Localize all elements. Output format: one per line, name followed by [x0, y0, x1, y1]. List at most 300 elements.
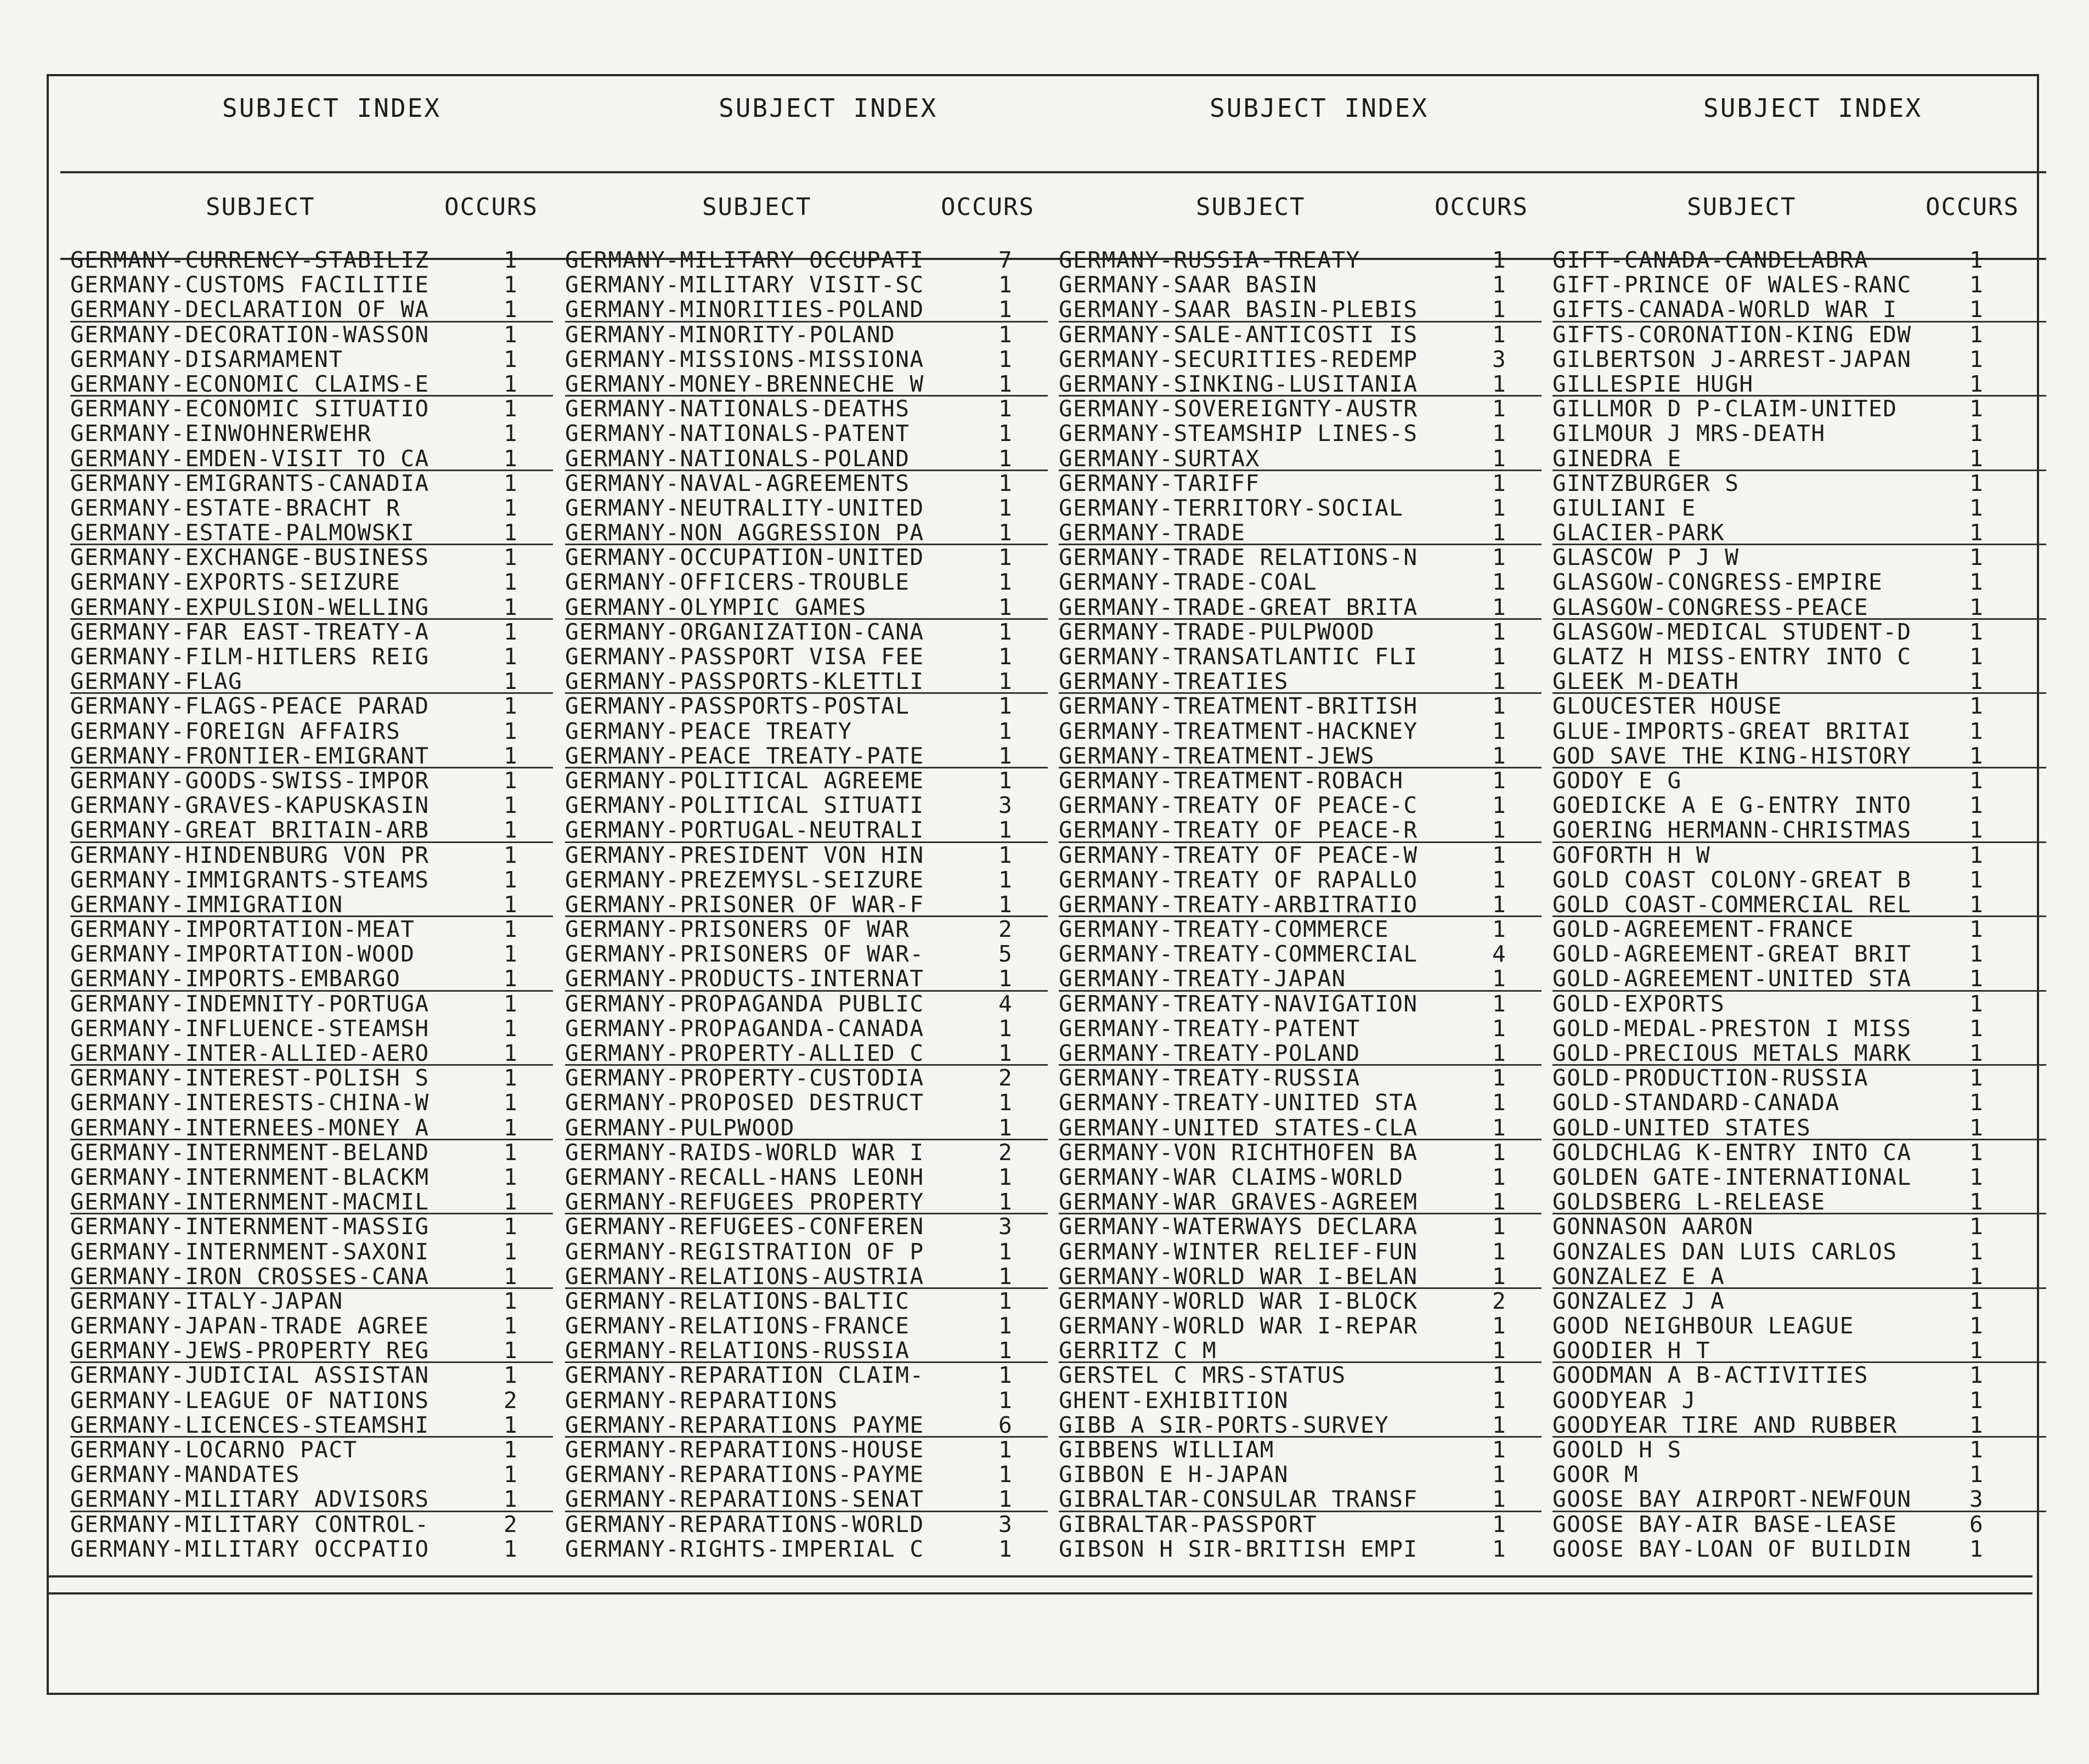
entry-subject: GERMANY-JAPAN-TRADE AGREE	[70, 1313, 430, 1339]
index-entry	[565, 719, 1048, 744]
index-entry	[1059, 1016, 1542, 1041]
entry-subject: GERMANY-INTERNEES-MONEY A	[70, 1114, 430, 1141]
entry-occurs: 1	[1492, 494, 1507, 521]
entry-occurs: 1	[504, 1535, 518, 1562]
entry-subject: GLASCOW P J W	[1552, 544, 1740, 571]
entry-subject: GERMANY-NATIONALS-POLAND	[565, 445, 910, 472]
entry-subject: GERMANY-INTERNMENT-BELAND	[70, 1139, 430, 1166]
entry-subject: GERMANY-TREATY OF PEACE-C	[1059, 792, 1418, 819]
index-entry	[1552, 1066, 2046, 1090]
index-entry	[1552, 1338, 2046, 1363]
entry-subject: GERMANY-EXPORTS-SEIZURE	[70, 569, 401, 596]
entry-occurs: 1	[998, 668, 1013, 695]
index-entry	[70, 570, 553, 595]
entry-subject: GERMANY-OFFICERS-TROUBLE	[565, 569, 910, 596]
index-entry	[1059, 1116, 1542, 1140]
index-entry	[1552, 1512, 2046, 1537]
entry-subject: GOD SAVE THE KING-HISTORY	[1552, 742, 1912, 769]
entry-subject: GERMANY-PREZEMYSL-SEIZURE	[565, 866, 924, 893]
index-entry	[70, 843, 553, 868]
entry-occurs: 1	[1969, 1238, 1984, 1265]
entry-occurs: 1	[1969, 866, 1984, 893]
index-entry	[565, 892, 1048, 917]
index-entry	[1059, 446, 1542, 471]
index-entry	[565, 1388, 1048, 1413]
entry-subject: GINTZBURGER S	[1552, 470, 1740, 496]
entry-occurs: 3	[998, 792, 1013, 819]
index-entry	[70, 644, 553, 669]
entry-subject: GERMANY-PORTUGAL-NEUTRALI	[565, 817, 924, 844]
index-entry	[1059, 942, 1542, 966]
entry-subject: GOLD-AGREEMENT-FRANCE	[1552, 916, 1854, 943]
entry-occurs: 2	[998, 1139, 1013, 1166]
entry-subject: GINEDRA E	[1552, 445, 1682, 472]
index-entry	[1552, 620, 2046, 644]
entry-subject: GERMANY-TRADE RELATIONS-N	[1059, 544, 1418, 571]
entry-subject: GOLD-PRODUCTION-RUSSIA	[1552, 1065, 1869, 1092]
entry-subject: GERMANY-MILITARY ADVISORS	[70, 1486, 430, 1513]
entry-subject: GERMANY-NATIONALS-DEATHS	[565, 395, 910, 422]
index-entry	[1552, 1116, 2046, 1140]
entry-subject: GOODIER H T	[1552, 1337, 1711, 1364]
entry-subject: GERMANY-SECURITIES-REDEMP	[1059, 346, 1418, 372]
index-entry	[1059, 1090, 1542, 1115]
entry-occurs: 1	[1492, 1411, 1507, 1438]
index-entry	[70, 496, 553, 521]
entry-occurs: 1	[1969, 569, 1984, 596]
index-entry	[565, 545, 1048, 570]
index-entry	[70, 273, 553, 297]
index-entry	[70, 818, 553, 843]
entry-subject: GERMANY-JEWS-PROPERTY REG	[70, 1337, 430, 1364]
entry-subject: GERMANY-INTERNMENT-MASSIG	[70, 1213, 430, 1240]
entry-subject: GERMANY-TREATY-JAPAN	[1059, 965, 1346, 992]
index-entry	[1059, 1487, 1542, 1512]
entry-subject: GERMANY-MISSIONS-MISSIONA	[565, 346, 924, 372]
index-entry	[565, 595, 1048, 620]
entry-subject: GOLDSBERG L-RELEASE	[1552, 1189, 1826, 1215]
entry-subject: GERMANY-TREATY-RUSSIA	[1059, 1065, 1360, 1092]
entry-occurs: 1	[504, 618, 518, 645]
entry-occurs: 1	[504, 494, 518, 521]
index-entry	[70, 372, 553, 397]
index-entry	[1552, 397, 2046, 421]
index-entry	[565, 1190, 1048, 1214]
index-entry	[70, 1116, 553, 1140]
entry-occurs: 1	[1969, 1189, 1984, 1215]
entry-occurs: 1	[1492, 519, 1507, 546]
index-entry	[1552, 644, 2046, 669]
index-entry	[565, 1413, 1048, 1438]
entry-subject: GERMANY-DISARMAMENT	[70, 346, 343, 372]
index-entry	[1059, 1066, 1542, 1090]
entry-subject: GERMANY-REPARATIONS-PAYME	[565, 1461, 924, 1488]
entry-subject: GERMANY-REPARATIONS-HOUSE	[565, 1437, 924, 1463]
entry-subject: GERMANY-EXCHANGE-BUSINESS	[70, 544, 430, 571]
entry-subject: GERMANY-DECORATION-WASSON	[70, 321, 430, 348]
entry-occurs: 1	[504, 990, 518, 1017]
index-entry	[70, 1214, 553, 1239]
entry-subject: GOOR M	[1552, 1461, 1639, 1488]
entry-subject: GERMANY-CURRENCY-STABILIZ	[70, 247, 430, 273]
entry-subject: GERMANY-INTEREST-POLISH S	[70, 1065, 430, 1092]
entry-occurs: 1	[1492, 990, 1507, 1017]
index-entry	[1059, 545, 1542, 570]
entry-occurs: 1	[998, 1189, 1013, 1215]
index-entry	[70, 446, 553, 471]
entry-occurs: 1	[1969, 767, 1984, 794]
index-entry	[1552, 372, 2046, 397]
entry-occurs: 1	[1492, 1387, 1507, 1414]
entry-occurs: 1	[998, 1163, 1013, 1190]
entry-occurs: 1	[504, 321, 518, 348]
entry-subject: GERMANY-OCCUPATION-UNITED	[565, 544, 924, 571]
index-entry	[1059, 1512, 1542, 1537]
entry-subject: GERMANY-TREATY-ARBITRATIO	[1059, 891, 1418, 918]
entry-occurs: 1	[504, 296, 518, 323]
index-entry	[1552, 744, 2046, 768]
entry-occurs: 1	[1492, 544, 1507, 571]
entry-occurs: 1	[998, 296, 1013, 323]
index-entry	[70, 620, 553, 644]
entry-subject: GERMANY-NEUTRALITY-UNITED	[565, 494, 924, 521]
entry-subject: GERMANY-REPARATIONS	[565, 1387, 838, 1414]
entry-subject: GIBSON H SIR-BRITISH EMPI	[1059, 1535, 1418, 1562]
index-entry	[1552, 1165, 2046, 1190]
index-entry	[565, 620, 1048, 644]
entry-occurs: 1	[504, 593, 518, 620]
entry-occurs: 1	[998, 643, 1013, 670]
index-entry	[565, 992, 1048, 1016]
index-entry	[565, 397, 1048, 421]
entry-occurs: 1	[1969, 321, 1984, 348]
footer-rule-2	[47, 1592, 2032, 1595]
entry-subject: GOLD COAST COLONY-GREAT B	[1552, 866, 1912, 893]
entry-occurs: 1	[998, 1287, 1013, 1314]
entry-subject: GERMANY-TREATY-COMMERCE	[1059, 916, 1390, 943]
page-title-col1: SUBJECT INDEX	[222, 93, 442, 123]
entry-occurs: 1	[504, 1486, 518, 1513]
index-entry	[565, 1363, 1048, 1388]
entry-occurs: 1	[998, 1263, 1013, 1290]
entry-occurs: 1	[998, 1337, 1013, 1364]
index-entry	[565, 793, 1048, 818]
entry-subject: GERMANY-MINORITIES-POLAND	[565, 296, 924, 323]
entry-subject: GOODYEAR J	[1552, 1387, 1696, 1414]
index-entry	[70, 942, 553, 966]
entry-subject: GERMANY-TREATY-UNITED STA	[1059, 1089, 1418, 1116]
entry-occurs: 1	[504, 1189, 518, 1215]
entry-occurs: 1	[1492, 1437, 1507, 1463]
entry-occurs: 1	[1969, 1040, 1984, 1066]
index-entry	[1059, 868, 1542, 892]
entry-occurs: 1	[1492, 321, 1507, 348]
entry-subject: GERMANY-REFUGEES PROPERTY	[565, 1189, 924, 1215]
entry-occurs: 3	[998, 1213, 1013, 1240]
entry-subject: GERMANY-SURTAX	[1059, 445, 1260, 472]
entry-occurs: 1	[504, 346, 518, 372]
entry-subject: GOLD-MEDAL-PRESTON I MISS	[1552, 1015, 1912, 1042]
index-entry	[565, 446, 1048, 471]
entry-subject: GERMANY-NON AGGRESSION PA	[565, 519, 924, 546]
index-entry	[1552, 768, 2046, 793]
entry-subject: GONZALES DAN LUIS CARLOS	[1552, 1238, 1898, 1265]
entry-occurs: 1	[1969, 841, 1984, 868]
entry-occurs: 1	[504, 693, 518, 720]
entry-subject: GOODMAN A B-ACTIVITIES	[1552, 1362, 1869, 1389]
index-entry	[70, 669, 553, 694]
index-entry	[1059, 843, 1542, 868]
entry-subject: GOLD-AGREEMENT-GREAT BRIT	[1552, 941, 1912, 968]
entry-occurs: 1	[1969, 272, 1984, 298]
index-entry	[70, 1165, 553, 1190]
subject-header-col1: SUBJECT	[206, 193, 315, 221]
index-entry	[565, 1438, 1048, 1462]
entry-occurs: 1	[504, 470, 518, 496]
entry-occurs: 1	[1969, 395, 1984, 422]
entry-occurs: 1	[998, 569, 1013, 596]
index-entry	[70, 1338, 553, 1363]
entry-occurs: 1	[998, 395, 1013, 422]
index-entry	[1059, 1413, 1542, 1438]
index-entry	[70, 323, 553, 347]
entry-subject: GODOY E G	[1552, 767, 1682, 794]
entry-subject: GERMANY-MILITARY CONTROL-	[70, 1511, 430, 1537]
entry-subject: GERMANY-REPARATION CLAIM-	[565, 1362, 924, 1389]
entry-occurs: 1	[998, 965, 1013, 992]
index-entry	[1059, 397, 1542, 421]
entry-subject: GERMANY-WORLD WAR I-REPAR	[1059, 1313, 1418, 1339]
index-entry	[1059, 1041, 1542, 1066]
entry-subject: GERMANY-TRADE-GREAT BRITA	[1059, 593, 1418, 620]
entry-occurs: 2	[504, 1511, 518, 1537]
entry-subject: GERMANY-EXPULSION-WELLING	[70, 593, 430, 620]
entry-occurs: 1	[1969, 965, 1984, 992]
entry-subject: GOOSE BAY AIRPORT-NEWFOUN	[1552, 1486, 1912, 1513]
entry-occurs: 1	[1969, 916, 1984, 943]
entry-occurs: 1	[1969, 1437, 1984, 1463]
entry-subject: GLEEK M-DEATH	[1552, 668, 1740, 695]
entry-occurs: 1	[998, 1437, 1013, 1463]
entry-subject: GERMANY-IMMIGRANTS-STEAMS	[70, 866, 430, 893]
page-title-col2: SUBJECT INDEX	[719, 93, 938, 123]
index-entry	[1552, 1016, 2046, 1041]
index-entry	[1059, 719, 1542, 744]
entry-subject: GERMANY-TREATY-PATENT	[1059, 1015, 1360, 1042]
entry-subject: GERMANY-LOCARNO PACT	[70, 1437, 358, 1463]
entry-subject: GERMANY-RUSSIA-TREATY	[1059, 247, 1360, 273]
entry-subject: GERMANY-TREATY-POLAND	[1059, 1040, 1360, 1066]
entry-subject: GERMANY-RAIDS-WORLD WAR I	[565, 1139, 924, 1166]
occurs-header-col1: OCCURS	[444, 193, 538, 221]
index-entry	[1552, 297, 2046, 322]
index-entry	[1552, 892, 2046, 917]
entry-occurs: 1	[1492, 1163, 1507, 1190]
entry-subject: GERMANY-PEACE TREATY	[565, 717, 852, 744]
index-entry	[565, 372, 1048, 397]
entry-occurs: 1	[504, 1163, 518, 1190]
index-entry	[565, 347, 1048, 372]
entry-subject: GOODYEAR TIRE AND RUBBER	[1552, 1411, 1898, 1438]
entry-subject: GERMANY-ECONOMIC CLAIMS-E	[70, 370, 430, 397]
entry-subject: GOFORTH H W	[1552, 841, 1711, 868]
index-entry	[565, 1512, 1048, 1537]
entry-occurs: 1	[1492, 916, 1507, 943]
entry-subject: GERMANY-RECALL-HANS LEONH	[565, 1163, 924, 1190]
entry-occurs: 1	[1492, 272, 1507, 298]
index-entry	[70, 1314, 553, 1338]
index-entry	[565, 521, 1048, 545]
entry-subject: GERMANY-JUDICIAL ASSISTAN	[70, 1362, 430, 1389]
entry-subject: GERMANY-PROPOSED DESTRUCT	[565, 1089, 924, 1116]
index-entry	[70, 1537, 553, 1562]
entry-subject: GERMANY-RELATIONS-BALTIC	[565, 1287, 910, 1314]
entry-occurs: 1	[504, 1337, 518, 1364]
entry-occurs: 1	[998, 817, 1013, 844]
entry-subject: GERMANY-RELATIONS-FRANCE	[565, 1313, 910, 1339]
entry-occurs: 1	[1969, 891, 1984, 918]
entry-subject: GERMANY-GOODS-SWISS-IMPOR	[70, 767, 430, 794]
entry-subject: GERMANY-SAAR BASIN-PLEBIS	[1059, 296, 1418, 323]
entry-occurs: 1	[1492, 693, 1507, 720]
entry-subject: GERMANY-SAAR BASIN	[1059, 272, 1318, 298]
index-entry	[70, 595, 553, 620]
entry-subject: GERMANY-FOREIGN AFFAIRS	[70, 717, 401, 744]
entry-subject: GIULIANI E	[1552, 494, 1696, 521]
entry-subject: GLASGOW-CONGRESS-PEACE	[1552, 593, 1869, 620]
entry-subject: GERMANY-SINKING-LUSITANIA	[1059, 370, 1418, 397]
index-entry	[1059, 892, 1542, 917]
entry-occurs: 1	[998, 891, 1013, 918]
index-entry	[1059, 644, 1542, 669]
entry-occurs: 1	[998, 1238, 1013, 1265]
entry-occurs: 1	[504, 445, 518, 472]
entry-subject: GIFT-PRINCE OF WALES-RANC	[1552, 272, 1912, 298]
entry-occurs: 1	[1969, 445, 1984, 472]
index-entry	[1552, 248, 2046, 273]
entry-subject: GOOD NEIGHBOUR LEAGUE	[1552, 1313, 1854, 1339]
index-entry	[70, 248, 553, 273]
entry-subject: GERMANY-INTERNMENT-SAXONI	[70, 1238, 430, 1265]
entry-occurs: 1	[998, 370, 1013, 397]
index-entry	[70, 768, 553, 793]
index-entry	[1059, 421, 1542, 446]
index-entry	[1059, 1363, 1542, 1388]
entry-subject: GERMANY-WAR GRAVES-AGREEM	[1059, 1189, 1418, 1215]
entry-occurs: 1	[1969, 1461, 1984, 1488]
index-entry	[1552, 966, 2046, 991]
index-entry	[565, 818, 1048, 843]
entry-occurs: 1	[1492, 717, 1507, 744]
entry-occurs: 1	[1969, 1139, 1984, 1166]
entry-subject: GERMANY-WINTER RELIEF-FUN	[1059, 1238, 1418, 1265]
entry-subject: GERMANY-MANDATES	[70, 1461, 300, 1488]
index-entry	[1552, 545, 2046, 570]
entry-subject: GLOUCESTER HOUSE	[1552, 693, 1782, 720]
entry-occurs: 1	[504, 420, 518, 447]
entry-occurs: 1	[1492, 643, 1507, 670]
entry-occurs: 1	[504, 965, 518, 992]
entry-subject: GERMANY-GRAVES-KAPUSKASIN	[70, 792, 430, 819]
index-entry	[565, 1016, 1048, 1041]
entry-subject: GERMANY-LEAGUE OF NATIONS	[70, 1387, 430, 1414]
entry-subject: GERMANY-TREATMENT-JEWS	[1059, 742, 1375, 769]
entry-occurs: 1	[998, 693, 1013, 720]
entry-occurs: 1	[504, 1114, 518, 1141]
entry-subject: GERMANY-IMPORTATION-MEAT	[70, 916, 415, 943]
index-entry	[70, 1190, 553, 1214]
entry-subject: GERMANY-NAVAL-AGREEMENTS	[565, 470, 910, 496]
entry-subject: GERMANY-PASSPORTS-KLETTLI	[565, 668, 924, 695]
index-entry	[70, 1140, 553, 1165]
entry-subject: GERMANY-RELATIONS-RUSSIA	[565, 1337, 910, 1364]
index-entry	[1059, 273, 1542, 297]
index-entry	[1059, 818, 1542, 843]
index-entry	[1059, 620, 1542, 644]
index-entry	[1552, 1240, 2046, 1264]
entry-subject: GERMANY-REGISTRATION OF P	[565, 1238, 924, 1265]
entry-subject: GERMANY-TRADE-PULPWOOD	[1059, 618, 1375, 645]
entry-subject: GERMANY-INDEMNITY-PORTUGA	[70, 990, 430, 1017]
entry-occurs: 1	[504, 1213, 518, 1240]
entry-subject: GOLD-UNITED STATES	[1552, 1114, 1811, 1141]
subject-header-col2: SUBJECT	[702, 193, 812, 221]
entry-subject: GERMANY-PULPWOOD	[565, 1114, 795, 1141]
index-entry	[1552, 1487, 2046, 1512]
entry-subject: GERSTEL C MRS-STATUS	[1059, 1362, 1346, 1389]
entry-subject: GOLD-AGREEMENT-UNITED STA	[1552, 965, 1912, 992]
index-entry	[565, 768, 1048, 793]
entry-occurs: 1	[998, 1362, 1013, 1389]
entry-subject: GERMANY-INFLUENCE-STEAMSH	[70, 1015, 430, 1042]
index-entry	[1552, 843, 2046, 868]
index-entry	[565, 1289, 1048, 1314]
index-entry	[70, 1363, 553, 1388]
entry-occurs: 2	[1492, 1287, 1507, 1314]
entry-subject: GIBRALTAR-CONSULAR TRANSF	[1059, 1486, 1418, 1513]
header-rule	[60, 171, 2046, 173]
entry-occurs: 1	[998, 519, 1013, 546]
entry-subject: GONZALEZ E A	[1552, 1263, 1725, 1290]
index-entry	[1059, 1314, 1542, 1338]
entry-occurs: 1	[998, 866, 1013, 893]
index-entry	[565, 744, 1048, 768]
entry-subject: GERMANY-INTERESTS-CHINA-W	[70, 1089, 430, 1116]
entry-subject: GERMANY-TREATIES	[1059, 668, 1289, 695]
entry-subject: GHENT-EXHIBITION	[1059, 1387, 1289, 1414]
index-entry	[1552, 273, 2046, 297]
index-entry	[1059, 248, 1542, 273]
entry-occurs: 1	[504, 1287, 518, 1314]
entry-occurs: 5	[998, 941, 1013, 968]
index-entry	[1059, 1462, 1542, 1487]
entry-occurs: 1	[504, 767, 518, 794]
entry-occurs: 1	[1969, 494, 1984, 521]
index-entry	[565, 421, 1048, 446]
entry-subject: GERMANY-EMIGRANTS-CANADIA	[70, 470, 430, 496]
entry-occurs: 1	[504, 519, 518, 546]
entry-subject: GERMANY-POLITICAL AGREEME	[565, 767, 924, 794]
entry-occurs: 1	[1492, 1114, 1507, 1141]
entry-occurs: 1	[1492, 1065, 1507, 1092]
entry-subject: GERMANY-INTERNMENT-MACMIL	[70, 1189, 430, 1215]
entry-subject: GERMANY-RIGHTS-IMPERIAL C	[565, 1535, 924, 1562]
index-entry	[1059, 1264, 1542, 1289]
entry-subject: GERMANY-IMMIGRATION	[70, 891, 343, 918]
index-entry	[1552, 595, 2046, 620]
entry-subject: GERMANY-NATIONALS-PATENT	[565, 420, 910, 447]
index-entry	[1059, 595, 1542, 620]
